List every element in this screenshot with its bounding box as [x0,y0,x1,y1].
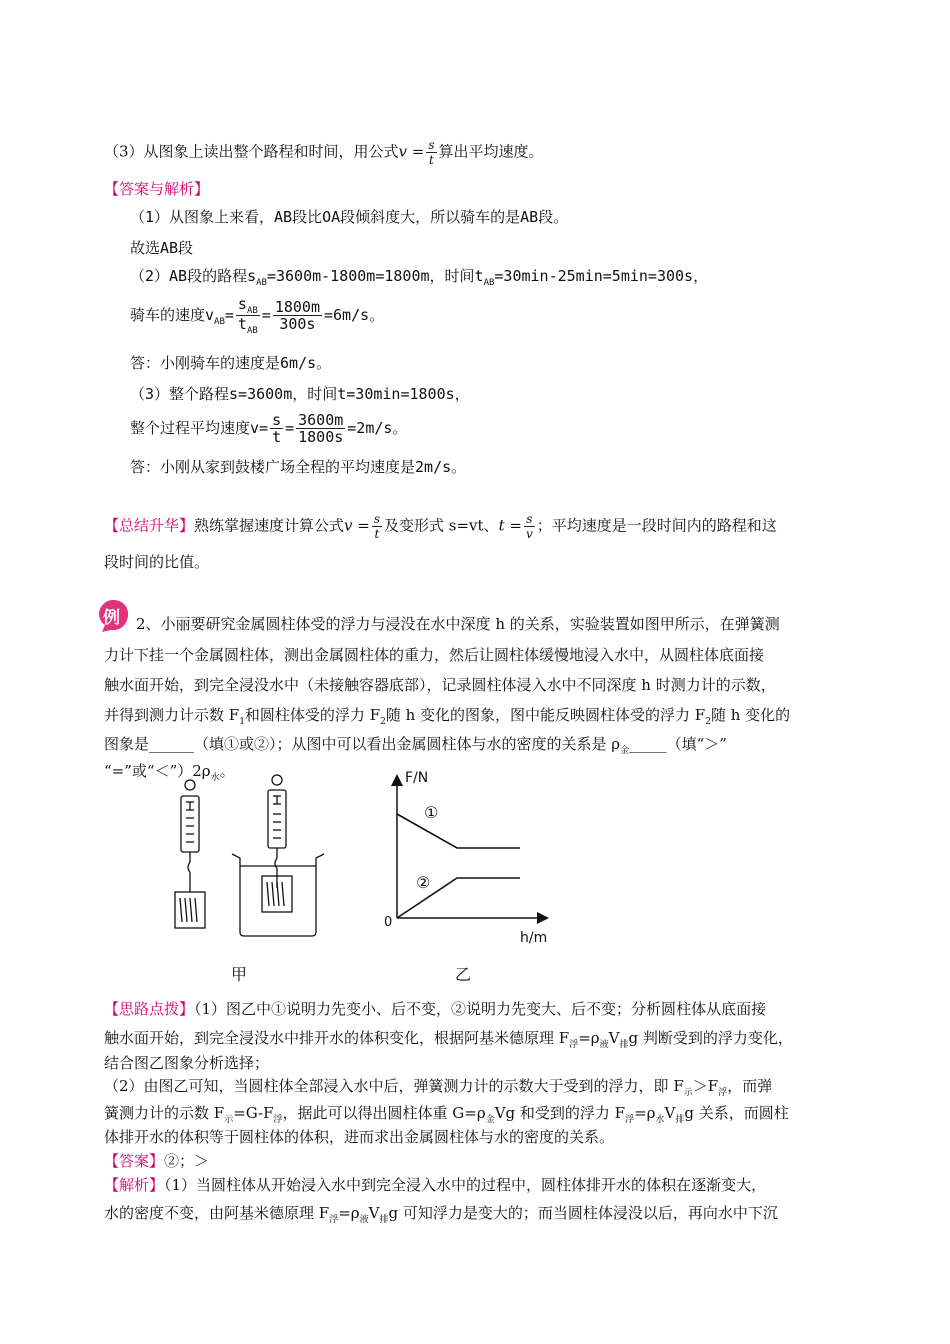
analysis-text: （1）当圆柱体从开始浸入水中到完全浸入水中的过程中，圆柱体排开水的体积在逐渐变大， [164,1176,767,1194]
analysis-line-1 [104,1174,766,1195]
subscript: 液 [599,1040,609,1050]
y-axis-label: F/N [405,770,429,786]
example-line-4 [104,704,790,725]
fraction-denominator: t [374,527,380,541]
summary-text: ；平均速度是一段时间内的路程和这 [536,516,777,535]
hint-text: ，而弹 [727,1077,773,1095]
figure-label-jia: 甲 [231,965,248,984]
subscript: 浮 [718,1088,728,1098]
answer-text: =2m/s。 [347,419,408,437]
fraction-denominator: 300s [279,315,316,333]
hint-text: V [608,1029,620,1047]
fraction-s-over-t [270,412,283,445]
subscript: AB [246,306,258,316]
hint-text: （1）图乙中①说明力先变小、后不变，②说明力先变大、后不变；分析圆柱体从底面接 [194,1000,767,1018]
subscript: 排 [619,1040,629,1050]
hint-tag: 【思路点拨】 [104,1000,195,1018]
hint-text: g 判断受到的浮力变化， [628,1029,793,1047]
analysis-line-2 [104,1202,778,1223]
x-axis-label: h/m [520,930,548,946]
origin-label: 0 [384,915,393,930]
equals: = [285,419,295,437]
hint-text: （2）由图乙可知，当圆柱体全部浸入水中后，弹簧测力计的示数大于受到的浮力，即 F [104,1077,684,1095]
hint-line-5 [104,1102,789,1123]
subscript: 浮 [329,1215,339,1225]
apparatus-figure [160,770,350,950]
answer-text: 骑车的速度v [130,306,215,324]
spring-scale-icon [175,780,205,928]
subscript: 浮 [273,1115,283,1125]
example-line-3: 触水面开始，到完全浸没水中（未接触容器底部），记录圆柱体浸入水中不同深度 h 时测力计的示数， [104,676,776,694]
force-depth-graph [375,770,555,950]
beaker-icon [232,775,324,936]
answer-line-4 [130,296,384,335]
fraction-numerator: s [373,512,381,526]
answer-heading: 【答案与解析】 [104,180,210,198]
fraction-numerator: s [524,512,535,527]
answer-text: =30min-25min=5min=300s， [494,267,709,285]
subscript: 排 [379,1215,389,1225]
subscript: 示 [683,1088,693,1098]
part3-text-end: 算出平均速度。 [438,142,544,161]
example-line-5 [104,733,727,754]
example-text: “=”或“＜”）2ρ [104,762,211,780]
answer-line-2: 故选AB段 [130,239,194,257]
formula-fraction [372,512,382,541]
fraction-numerator: s [272,411,282,429]
answer-text: 整个过程平均速度v= [130,419,269,437]
summary-line-1 [104,512,777,541]
hint-line-1 [104,998,766,1019]
figure-label-yi: 乙 [455,965,472,984]
subscript: 水 [210,773,220,783]
hint-text: =ρ [634,1104,656,1122]
hint-text: g 关系，而圆柱 [684,1104,789,1122]
subscript: 1 [239,717,245,727]
answer-line-6: （3）整个路程s=3600m，时间t=30min=1800s， [130,385,470,403]
example-badge [96,598,130,632]
formula-v: v = [344,516,370,535]
badge-label: 例 [103,608,120,628]
summary-line-2: 段时间的比值。 [104,553,210,571]
example-text: _____（填“＞” [629,735,727,753]
subscript: 浮 [625,1115,635,1125]
subscript: AB [256,278,267,288]
analysis-text: g 可知浮力是变大的；而当圆柱体浸没以后，再向水中下沉 [388,1204,778,1222]
hint-line-3: 结合图乙图象分析选择； [104,1054,270,1072]
fraction-numerator: s [237,295,247,313]
subscript: 排 [675,1115,685,1125]
curve-2-label: ② [416,873,431,892]
fraction-denominator: t [272,428,282,446]
summary-text: 及变形式 s=vt、 [384,516,499,535]
fraction-numerator: 1800m [274,298,320,316]
hint-text: ＞F [692,1077,719,1095]
fraction-denominator: 1800s [298,428,344,446]
answer-line-5: 答：小刚骑车的速度是6m/s。 [130,354,332,372]
fraction-denominator: t [429,153,434,167]
answer2-text: ②；＞ [164,1152,210,1170]
subscript: AB [246,326,258,336]
hint-line-4 [104,1075,772,1096]
hint-text: =ρ [578,1029,600,1047]
formula-fraction [524,512,535,541]
hint-text: =G-F [233,1104,274,1122]
answer-line-8: 答：小刚从家到鼓楼广场全程的平均速度是2m/s。 [130,458,467,476]
formula-t: t = [498,516,522,535]
fraction-numerator: s [428,138,435,152]
formula-fraction [426,138,436,167]
analysis-text: V [368,1204,380,1222]
answer-line-3 [130,265,708,286]
subscript: AB [483,278,495,288]
hint-text: ，据此可以得出圆柱体重 G=ρ [282,1104,486,1122]
equals: = [224,306,234,324]
subscript: 液 [359,1215,369,1225]
example-text: 图象是______（填①或②）；从图中可以看出金属圆柱体与水的密度的关系是 ρ [104,735,621,753]
fraction-denominator: t [237,315,247,333]
example-text: 并得到测力计示数 F [104,706,240,724]
example-text: 和圆柱体受的浮力 F [244,706,381,724]
part3-line [104,138,544,167]
analysis-tag: 【解析】 [104,1176,165,1194]
fraction-values [273,299,322,332]
hint-line-2 [104,1027,793,1048]
summary-tag: 【总结升华】 [104,516,195,535]
answer2-line [104,1150,209,1171]
answer-line-7 [130,412,407,445]
hint-text: 触水面开始，到完全浸没水中排开水的体积变化，根据阿基米德原理 F [104,1029,570,1047]
answer-text: =3600m-1800m=1800m，时间t [266,267,484,285]
hint-text: Vg 和受到的浮力 F [494,1104,626,1122]
curve-1-label: ① [424,803,439,822]
summary-text: 熟练掌握速度计算公式 [194,516,345,535]
fraction-denominator: v [525,527,533,541]
subscript: 2 [380,717,386,727]
example-line-1: 2、小丽要研究金属圆柱体受的浮力与浸没在水中深度 h 的关系，实验装置如图甲所示，在弹簧测 [136,615,780,633]
subscript: 金 [485,1115,495,1125]
equals: = [261,306,271,324]
answer2-tag: 【答案】 [104,1152,165,1170]
subscript: 浮 [569,1040,579,1050]
example-line-2: 力计下挂一个金属圆柱体，测出金属圆柱体的重力，然后让圆柱体缓慢地浸入水中，从圆柱体底面接 [104,646,765,664]
example-text: 随 h 变化的图象，图中能反映圆柱体受的浮力 F [385,706,706,724]
subscript: 2 [705,717,711,727]
subscript: 金 [620,746,630,756]
part3-text: （3）从图象上读出整个路程和时间，用公式 [104,142,399,161]
example-text: 随 h 变化的 [710,706,791,724]
fraction-numerator: 3600m [298,411,344,429]
formula-v: v = [398,142,425,161]
subscript: 水 [655,1115,665,1125]
fraction-values [296,412,345,445]
answer-line-1: （1）从图象上来看，AB段比OA段倾斜度大，所以骑车的是AB段。 [130,208,569,226]
hint-text: 簧测力计的示数 F [104,1104,225,1122]
subscript: AB [214,317,225,327]
fraction-s-over-t [236,296,260,335]
analysis-text: =ρ [338,1204,360,1222]
example-text: 。 [219,762,235,780]
hint-text: V [664,1104,676,1122]
answer-text: （2）AB段的路程s [130,267,257,285]
answer-text: =6m/s。 [323,306,385,324]
curve-1 [397,814,520,848]
hint-line-6: 体排开水的体积等于圆柱体的体积，进而求出金属圆柱体与水的密度的关系。 [104,1128,615,1146]
analysis-text: 水的密度不变，由阿基米德原理 F [104,1204,330,1222]
subscript: 示 [224,1115,234,1125]
